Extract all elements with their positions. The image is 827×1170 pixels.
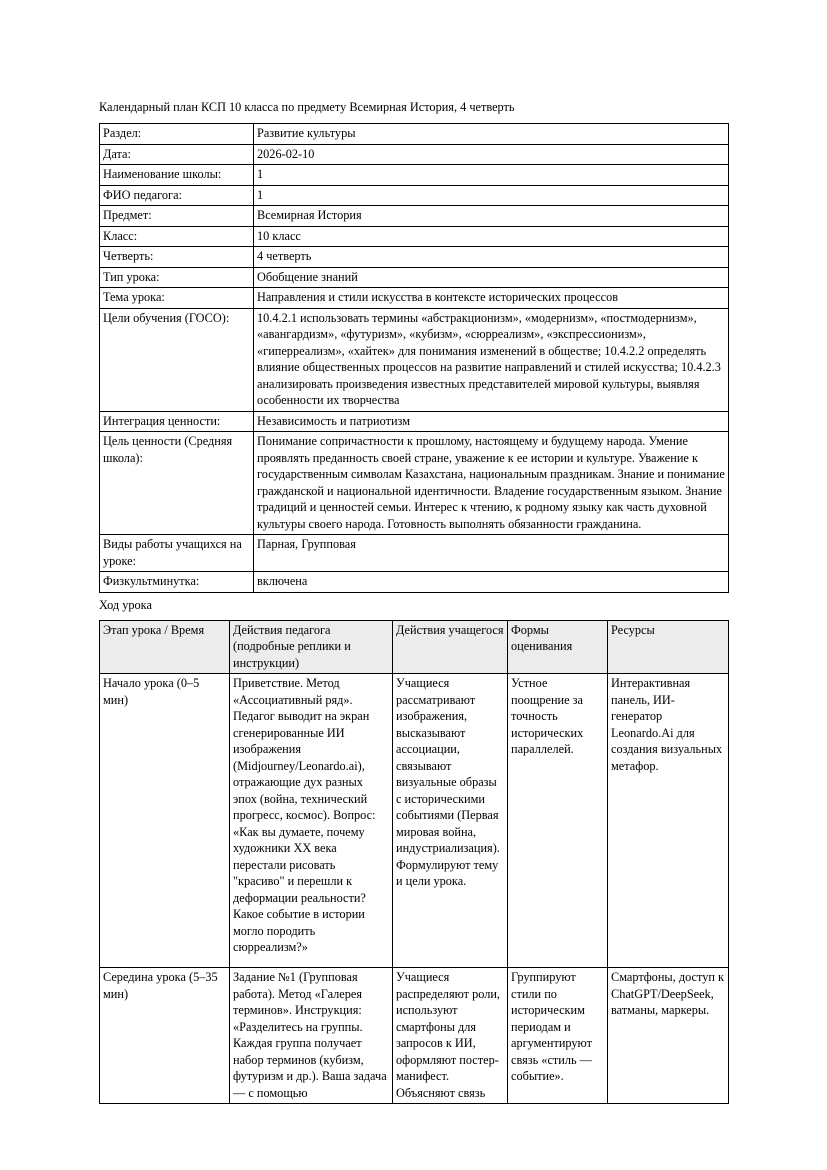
page-title: Календарный план КСП 10 класса по предмету Всемирная История, 4 четверть — [99, 100, 515, 114]
lesson-flow-heading: Ход урока — [99, 597, 152, 612]
stage-cell: Начало урока (0–5 мин) — [100, 674, 230, 968]
assessment-cell: Группируют стили по историческим периодам и аргументируют связь «стиль — событие». — [508, 968, 608, 1104]
table-row — [100, 308, 729, 411]
teacher-actions-cell: Приветствие. Метод «Ассоциативный ряд». Педагог выводит на экран сгенерированные ИИ изображения (Midjourney/Leonardo.ai), отражающие дух разных эпох (война, технический прогресс, космос). Вопрос: «Как вы думаете, почему художники XX века перестали рисовать "красиво" и перешли к деформации реальности? Какое событие в истории могло породить сюрреализм?» — [230, 674, 393, 968]
info-label: Четверть: — [100, 247, 254, 268]
table-row — [100, 247, 729, 268]
info-label: Цели обучения (ГОСО): — [100, 308, 254, 411]
resources-cell: Интерактивная панель, ИИ-генератор Leonardo.Ai для создания визуальных метафор. — [608, 674, 729, 968]
student-actions-cell: Учащиеся рассматривают изображения, высказывают ассоциации, связывают визуальные образы с историческими событиями (Первая мировая война, индустриализация). Формулируют тему и цели урока. — [393, 674, 508, 968]
table-row — [100, 165, 729, 186]
table-row — [100, 674, 729, 968]
info-value: Всемирная История — [254, 206, 729, 227]
table-row — [100, 144, 729, 165]
info-label: Виды работы учащихся на уроке: — [100, 535, 254, 572]
info-value: Понимание сопричастности к прошлому, настоящему и будущему народа. Умение проявлять преданность своей стране, уважение к ее истории и культуре. Уважение к государственным символам Казахстана, национальным праздникам. Знание и понимание гражданской и национальной идентичности. Владение государственным языком. Знание традиций и ценностей семьи. Интерес к чтению, к родному языку как часть духовной культуры своего народа. Готовность выполнять обязанности гражданина. — [254, 432, 729, 535]
table-row — [100, 185, 729, 206]
info-value: 10.4.2.1 использовать термины «абстракционизм», «модернизм», «постмодернизм», «авангардизм», «футуризм», «кубизм», «сюрреализм», «экспрессионизм», «гиперреализм», «хайтек» для понимания изменений в обществе; 10.4.2.2 определять влияние общественных процессов на развитие направлений и стилей искусства; 10.4.2.3 анализировать произведения известных представителей мировой культуры, выявляя особенности их творчества — [254, 308, 729, 411]
info-label: Интеграция ценности: — [100, 411, 254, 432]
info-value: 4 четверть — [254, 247, 729, 268]
info-value: 1 — [254, 185, 729, 206]
table-row — [100, 572, 729, 593]
info-value: 10 класс — [254, 226, 729, 247]
table-row — [100, 267, 729, 288]
lesson-flow-body — [100, 674, 729, 1104]
info-label: Тема урока: — [100, 288, 254, 309]
table-row — [100, 432, 729, 535]
column-header-stage: Этап урока / Время — [100, 620, 230, 674]
info-value: Парная, Групповая — [254, 535, 729, 572]
teacher-actions-cell: Задание №1 (Групповая работа). Метод «Галерея терминов». Инструкция: «Разделитесь на группы. Каждая группа получает набор терминов (кубизм, футуризм и др.). Ваша задача — с помощью — [230, 968, 393, 1104]
lesson-flow-header — [100, 620, 729, 674]
info-value: Обобщение знаний — [254, 267, 729, 288]
table-row — [100, 411, 729, 432]
column-header-student-actions: Действия учащегося — [393, 620, 508, 674]
info-value: 2026-02-10 — [254, 144, 729, 165]
info-value: 1 — [254, 165, 729, 186]
info-value: Развитие культуры — [254, 124, 729, 145]
table-row — [100, 288, 729, 309]
lesson-flow-table — [99, 620, 729, 1105]
assessment-cell: Устное поощрение за точность исторических параллелей. — [508, 674, 608, 968]
student-actions-cell: Учащиеся распределяют роли, используют смартфоны для запросов к ИИ, оформляют постер-манифест. Объясняют связь — [393, 968, 508, 1104]
info-value: Направления и стили искусства в контексте исторических процессов — [254, 288, 729, 309]
table-row — [100, 226, 729, 247]
document-content — [99, 99, 728, 1104]
info-label: Физкультминутка: — [100, 572, 254, 593]
table-row — [100, 535, 729, 572]
lesson-info-table — [99, 123, 729, 593]
info-value: Независимость и патриотизм — [254, 411, 729, 432]
info-label: Класс: — [100, 226, 254, 247]
info-label: Наименование школы: — [100, 165, 254, 186]
resources-cell: Смартфоны, доступ к ChatGPT/DeepSeek, ватманы, маркеры. — [608, 968, 729, 1104]
info-label: Дата: — [100, 144, 254, 165]
info-label: Тип урока: — [100, 267, 254, 288]
column-header-teacher-actions: Действия педагога (подробные реплики и инструкции) — [230, 620, 393, 674]
table-row — [100, 124, 729, 145]
table-row — [100, 968, 729, 1104]
info-label: Цель ценности (Средняя школа): — [100, 432, 254, 535]
table-row — [100, 206, 729, 227]
info-label: Раздел: — [100, 124, 254, 145]
column-header-assessment: Формы оценивания — [508, 620, 608, 674]
info-label: ФИО педагога: — [100, 185, 254, 206]
info-value: включена — [254, 572, 729, 593]
column-header-resources: Ресурсы — [608, 620, 729, 674]
lesson-info-body — [100, 124, 729, 593]
info-label: Предмет: — [100, 206, 254, 227]
table-header-row — [100, 620, 729, 674]
stage-cell: Середина урока (5–35 мин) — [100, 968, 230, 1104]
